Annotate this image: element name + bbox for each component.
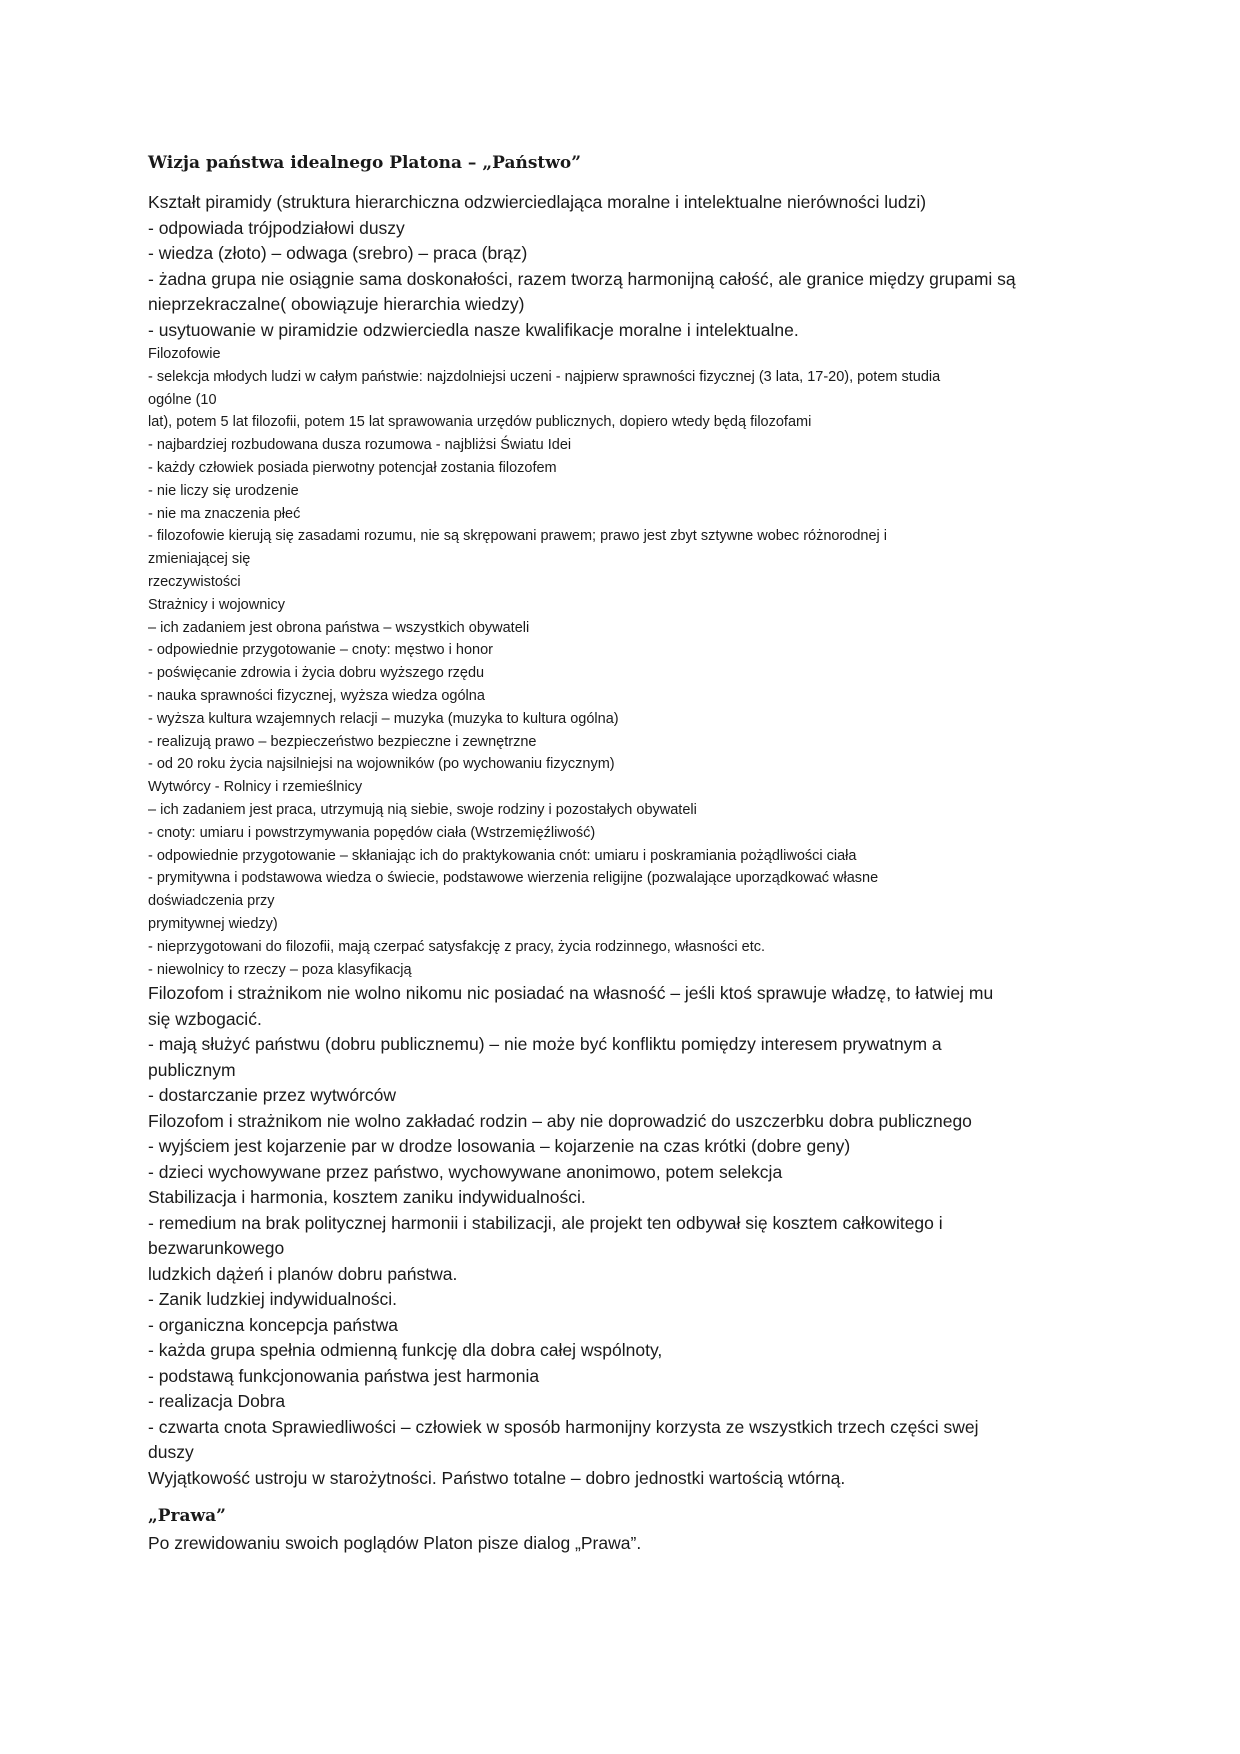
text-line: Wytwórcy - Rolnicy i rzemieślnicy — [148, 779, 363, 796]
section-property-and-harmony — [148, 981, 1098, 1491]
text-line: - odpowiednie przygotowanie – cnoty: męstwo i honor — [148, 642, 493, 659]
text-line: - każdy człowiek posiada pierwotny potencjał zostania filozofem — [148, 459, 557, 476]
text-line: - remedium na brak politycznej harmonii i stabilizacji, ale projekt ten odbywał się kosztem całkowitego i — [148, 1212, 943, 1233]
text-line: Filozofom i strażnikom nie wolno nikomu nic posiadać na własność – jeśli ktoś sprawuje władzę, to łatwiej mu — [148, 983, 994, 1004]
text-line: - poświęcanie zdrowia i życia dobru wyższego rzędu — [148, 665, 485, 682]
text-line: Filozofom i strażnikom nie wolno zakładać rodzin – aby nie doprowadzić do uszczerbku dobra publicznego — [148, 1110, 972, 1131]
text-line: - nauka sprawności fizycznej, wyższa wiedza ogólna — [148, 687, 485, 704]
text-line: - usytuowanie w piramidzie odzwierciedla nasze kwalifikacje moralne i intelektualne. — [148, 319, 799, 340]
text-line: Kształt piramidy (struktura hierarchiczna odzwierciedlająca moralne i intelektualne nierówności ludzi) — [148, 192, 927, 212]
text-line: - dostarczanie przez wytwórców — [148, 1085, 396, 1106]
text-line: się wzbogacić. — [148, 1008, 262, 1029]
text-line: - realizacja Dobra — [148, 1391, 286, 1412]
text-line: bezwarunkowego — [148, 1238, 285, 1259]
text-line: - najbardziej rozbudowana dusza rozumowa - najbliżsi Światu Idei — [148, 437, 572, 454]
text-line: rzeczywistości — [148, 573, 241, 590]
text-line: - od 20 roku życia najsilniejsi na wojowników (po wychowaniu fizycznym) — [148, 756, 615, 773]
text-line: - filozofowie kierują się zasadami rozumu, nie są skrępowani prawem; prawo jest zbyt sztywne wobec różnorodnej i — [148, 528, 888, 545]
text-line: Wyjątkowość ustroju w starożytności. Państwo totalne – dobro jednostki wartością wtórną. — [148, 1467, 846, 1488]
text-line: ogólne (10 — [148, 391, 217, 408]
text-line: - wiedza (złoto) – odwaga (srebro) – praca (brąz) — [148, 243, 528, 263]
text-line: - podstawą funkcjonowania państwa jest harmonia — [148, 1365, 540, 1386]
text-line: - każda grupa spełnia odmienną funkcję dla dobra całej wspólnoty, — [148, 1340, 663, 1361]
text-line: publicznym — [148, 1059, 236, 1080]
text-line: - niewolnicy to rzeczy – poza klasyfikacją — [148, 961, 412, 978]
text-line: - żadna grupa nie osiągnie sama doskonałości, razem tworzą harmonijną całość, ale granice między grupami są — [148, 268, 1016, 289]
text-line: - odpowiednie przygotowanie – skłaniając ich do praktykowania cnót: umiaru i poskramiania pożądliwości ciała — [148, 847, 857, 864]
closing-paragraph: Po zrewidowaniu swoich poglądów Platon pisze dialog „Prawa”. — [148, 1533, 642, 1554]
text-line: - nie liczy się urodzenie — [148, 482, 299, 499]
text-line: - selekcja młodych ludzi w całym państwie: najzdolniejsi uczeni - najpierw sprawności fizycznej (3 lata, 17-20), potem studia — [148, 368, 941, 385]
subtitle-prawa: „Prawa” — [148, 1506, 226, 1527]
text-line: - odpowiada trójpodziałowi duszy — [148, 217, 405, 238]
document-body — [148, 150, 1098, 1557]
text-line: doświadczenia przy — [148, 893, 275, 910]
text-line: - wyższa kultura wzajemnych relacji – muzyka (muzyka to kultura ogólna) — [148, 710, 619, 727]
document-title: Wizja państwa idealnego Platona – „Państwo” — [148, 153, 582, 173]
text-line: Stabilizacja i harmonia, kosztem zaniku indywidualności. — [148, 1187, 586, 1208]
text-line: zmieniającej się — [148, 551, 251, 568]
text-line: Filozofowie — [148, 346, 221, 362]
text-line: - prymitywna i podstawowa wiedza o świecie, podstawowe wierzenia religijne (pozwalające uporządkować własne — [148, 870, 879, 887]
text-line: lat), potem 5 lat filozofii, potem 15 lat sprawowania urzędów publicznych, dopiero wtedy będą filozofami — [148, 414, 812, 431]
section-pyramid — [148, 190, 1098, 343]
text-line: - nie ma znaczenia płeć — [148, 505, 301, 522]
text-line: - nieprzygotowani do filozofii, mają czerpać satysfakcję z pracy, życia rodzinnego, własności etc. — [148, 938, 766, 955]
section-social-classes — [148, 343, 1098, 981]
text-line: Strażnicy i wojownicy — [148, 596, 285, 613]
text-line: nieprzekraczalne( obowiązuje hierarchia wiedzy) — [148, 294, 525, 314]
text-line: - cnoty: umiaru i powstrzymywania popędów ciała (Wstrzemięźliwość) — [148, 824, 596, 841]
text-line: - czwarta cnota Sprawiedliwości – człowiek w sposób harmonijny korzysta ze wszystkich trzech części swej — [148, 1416, 979, 1437]
text-line: - wyjściem jest kojarzenie par w drodze losowania – kojarzenie na czas krótki (dobre geny) — [148, 1136, 851, 1157]
text-line: - mają służyć państwu (dobru publicznemu) – nie może być konfliktu pomiędzy interesem prywatnym a — [148, 1034, 942, 1055]
text-line: - Zanik ludzkiej indywidualności. — [148, 1289, 397, 1310]
text-line: - dzieci wychowywane przez państwo, wychowywane anonimowo, potem selekcja — [148, 1161, 783, 1182]
text-line: ludzkich dążeń i planów dobru państwa. — [148, 1263, 458, 1284]
text-line: prymitywnej wiedzy) — [148, 915, 278, 932]
text-line: – ich zadaniem jest praca, utrzymują nią siebie, swoje rodziny i pozostałych obywateli — [148, 801, 697, 818]
text-line: duszy — [148, 1442, 194, 1463]
text-line: - organiczna koncepcja państwa — [148, 1314, 399, 1335]
text-line: – ich zadaniem jest obrona państwa – wszystkich obywateli — [148, 619, 530, 636]
text-line: - realizują prawo – bezpieczeństwo bezpieczne i zewnętrzne — [148, 733, 537, 750]
